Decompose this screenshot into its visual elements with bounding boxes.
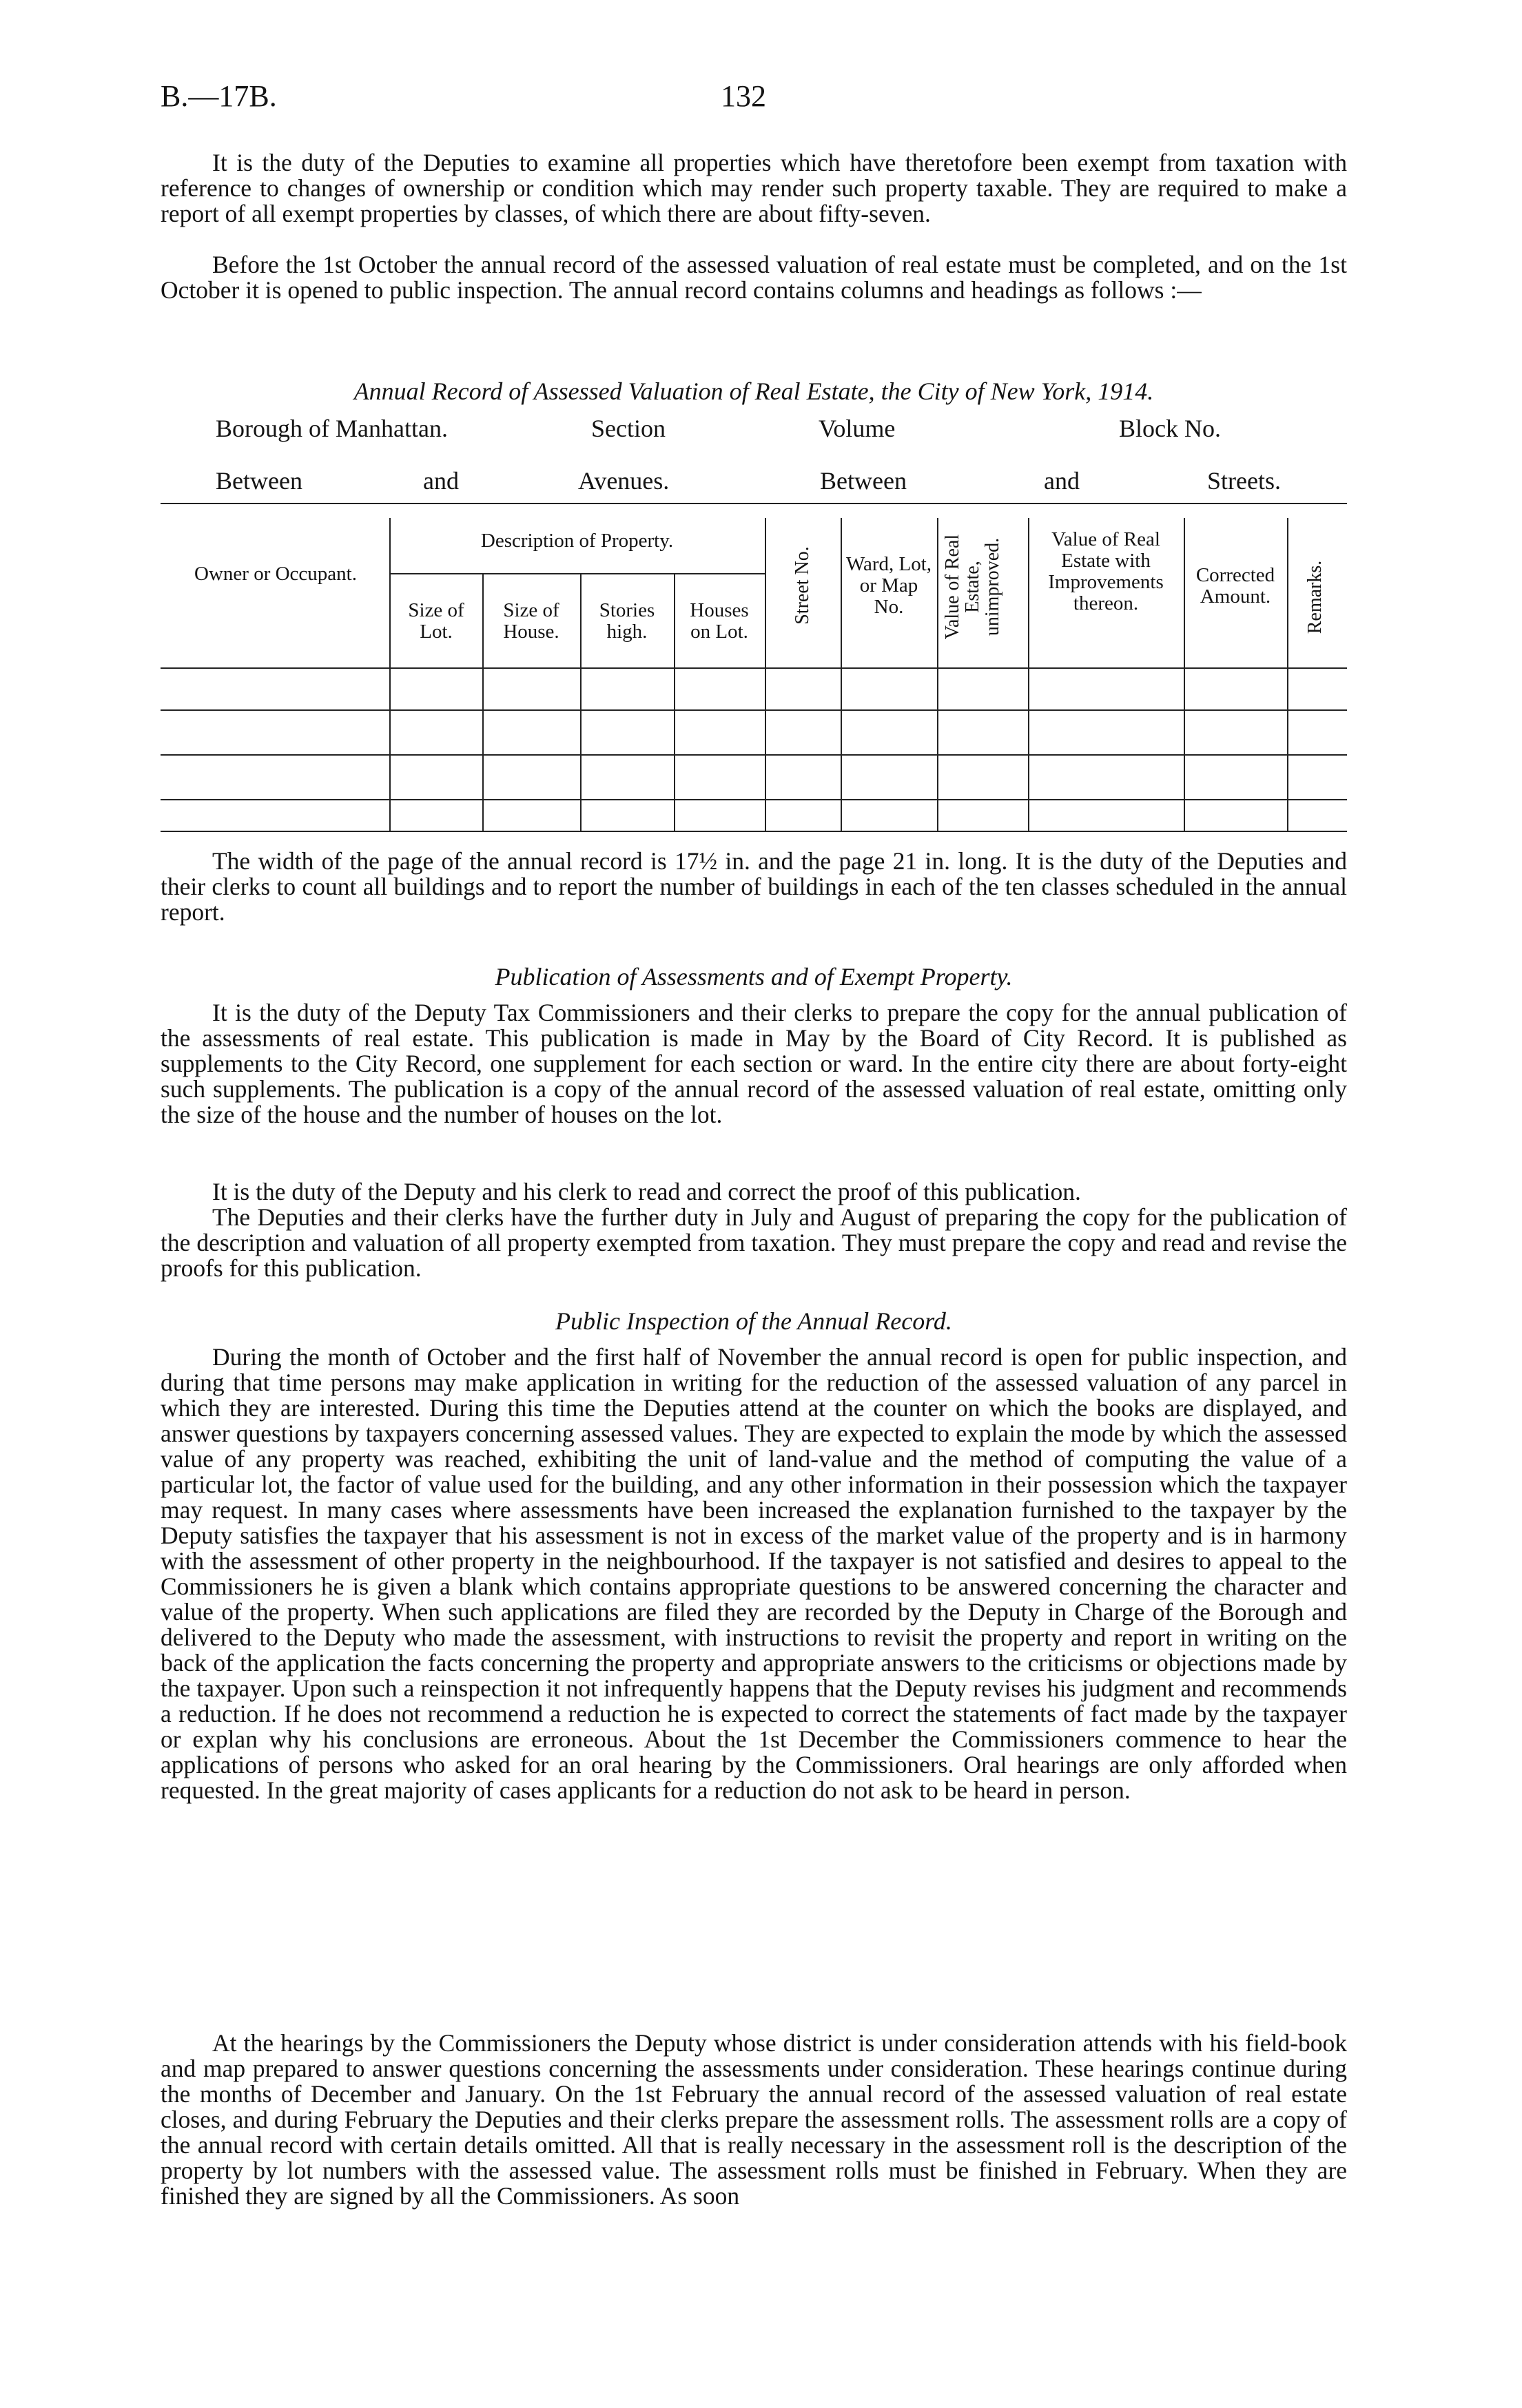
form-between-avenues: Between: [216, 467, 302, 495]
form-block-no: Block No.: [1119, 415, 1221, 442]
col-corrected-amount: Corrected Amount.: [1195, 564, 1275, 608]
col-size-of-house: Size of House.: [503, 599, 559, 643]
col-owner-occupant: Owner or Occupant.: [194, 563, 357, 585]
paragraph-page-size: The width of the page of the annual record is 17½ in. and the page 21 in. long. It is the duty of the Deputies and their clerks to count all buildings and to report the number of buildings in each of the ten classes scheduled in the annual report.: [161, 847, 1347, 926]
col-houses-on-lot: Houses on Lot.: [690, 599, 749, 643]
table-row-rule: [161, 754, 1347, 756]
column-rule: [1184, 518, 1185, 831]
paragraph-publication: It is the duty of the Deputy Tax Commissioners and their clerks to prepare the copy for the annual publication of the assessments of real estate. This publication is made in May by the Board of City Record. It is published as supplements to the City Record, one supplement for each section or ward. In the entire city there are about forty-eight such supplements. The publication is a copy of the annual record of the assessed valuation of real estate, omitting only the size of the house and the number of houses on the lot.: [161, 999, 1347, 1128]
form-and-streets: and: [1044, 467, 1080, 495]
col-remarks: Remarks.: [1304, 560, 1326, 634]
form-section: Section: [591, 415, 666, 442]
table-row-rule: [161, 799, 1347, 800]
col-value-with-improvements: Value of Real Estate with Improvements thereon.: [1048, 528, 1164, 614]
form-between-streets: Between: [820, 467, 907, 495]
column-rule: [1028, 518, 1029, 831]
form-streets: Streets.: [1207, 467, 1281, 495]
table-top-rule: [161, 503, 1347, 504]
column-rule: [937, 518, 938, 831]
col-description-of-property: Description of Property.: [480, 530, 674, 552]
paragraph-annual-record-intro: Before the 1st October the annual record of the assessed valuation of real estate must be completed, and on the 1st October it is opened to public inspection. The annual record contains columns and headings as follows :—: [161, 251, 1347, 304]
table-bottom-rule: [161, 831, 1347, 832]
description-subheader-rule: [389, 573, 765, 574]
paragraph-public-inspection: During the month of October and the first half of November the annual record is open for public inspection, and during that time persons may make application in writing for the reduction of the assessed valuation of any parcel in which they are interested. During this time the Deputies attend at the counter on which the books are displayed, and answer questions by taxpayers concerning assessed values. They are expected to explain the mode by which the assessed value of any property was reached, exhibiting the unit of land-value and the method of computing the value of a particular lot, the factor of value used for the building, and any other information in their possession which the taxpayer may request. In many cases where assessments have been increased the explanation furnished to the taxpayer by the Deputy satisfies the taxpayer that his assessment is not in excess of the market value of the property and is in harmony with the assessment of other property in the neighbourhood. If the taxpayer is not satisfied and desires to appeal to the Commissioners he is given a blank which contains appropriate questions to be answered concerning the character and value of the property. When such applications are filed they are recorded by the Deputy in Charge of the Borough and delivered to the Deputy who made the assessment, with instructions to revisit the property and report in writing on the back of the application the facts concerning the property and appropriate answers to the criticisms or objections made by the taxpayer. Upon such a reinspection it not infrequently happens that the Deputy revises his judgment and recommends a reduction. If he does not recommend a reduction he is expected to correct the statements of fact made by the taxpayer or explan why his conclusions are erroneous. About the 1st December the Commissioners commence to hear the applications of persons who asked for an oral hearing by the Commissioners. Oral hearings are only afforded when requested. In the great majority of cases applicants for a reduction do not ask to be heard in person.: [161, 1343, 1347, 1804]
form-title: Annual Record of Assessed Valuation of Real Estate, the City of New York, 1914.: [353, 377, 1154, 405]
column-rule: [389, 518, 391, 831]
paragraph-exempt-publication: The Deputies and their clerks have the further duty in July and August of preparing the copy for the publication of the description and valuation of all property exempted from taxation. They must prepare the copy and read and revise the proofs for this publication.: [161, 1203, 1347, 1282]
column-rule: [580, 573, 582, 831]
table-row-rule: [161, 709, 1347, 711]
col-value-unimproved: Value of Real Estate, unimproved.: [942, 534, 1003, 640]
form-and-avenues: and: [423, 467, 459, 495]
heading-publication: Publication of Assessments and of Exempt Property.: [495, 963, 1013, 990]
heading-public-inspection: Public Inspection of the Annual Record.: [555, 1307, 952, 1335]
paragraph-hearings: At the hearings by the Commissioners the Deputy whose district is under consideration attends with his field-book and map prepared to answer questions concerning the assessments under consideration. These hearings continue during the months of December and January. On the 1st February the annual record of the assessed valuation of real estate closes, and during February the Deputies and their clerks prepare the assessment rolls. The assessment rolls are a copy of the annual record with certain details omitted. All that is really necessary in the assessment roll is the description of the property by lot numbers with the assessed value. The assessment rolls must be finished in February. When they are finished they are signed by all the Commissioners. As soon: [161, 2029, 1347, 2210]
paragraph-proof-reading: It is the duty of the Deputy and his clerk to read and correct the proof of this publication.: [212, 1178, 1081, 1205]
col-ward-lot-map: Ward, Lot, or Map No.: [845, 553, 932, 618]
page-number: 132: [721, 79, 766, 113]
column-rule: [841, 518, 842, 831]
form-avenues: Avenues.: [578, 467, 670, 495]
form-borough: Borough of Manhattan.: [216, 415, 448, 442]
column-rule: [482, 573, 484, 831]
col-street-no: Street No.: [792, 546, 813, 625]
col-stories-high: Stories high.: [599, 599, 655, 643]
table-header-bottom-rule: [161, 667, 1347, 669]
form-volume: Volume: [819, 415, 896, 442]
column-rule: [1287, 518, 1288, 831]
paragraph-exempt-properties: It is the duty of the Deputies to examine all properties which have theretofore been exempt from taxation with reference to changes of ownership or condition which may render such property taxable. They are required to make a report of all exempt properties by classes, of which there are about fifty-seven.: [161, 149, 1347, 227]
column-rule: [765, 518, 766, 831]
page-reference: B.—17B.: [161, 79, 277, 113]
col-size-of-lot: Size of Lot.: [408, 599, 464, 643]
column-rule: [674, 573, 675, 831]
